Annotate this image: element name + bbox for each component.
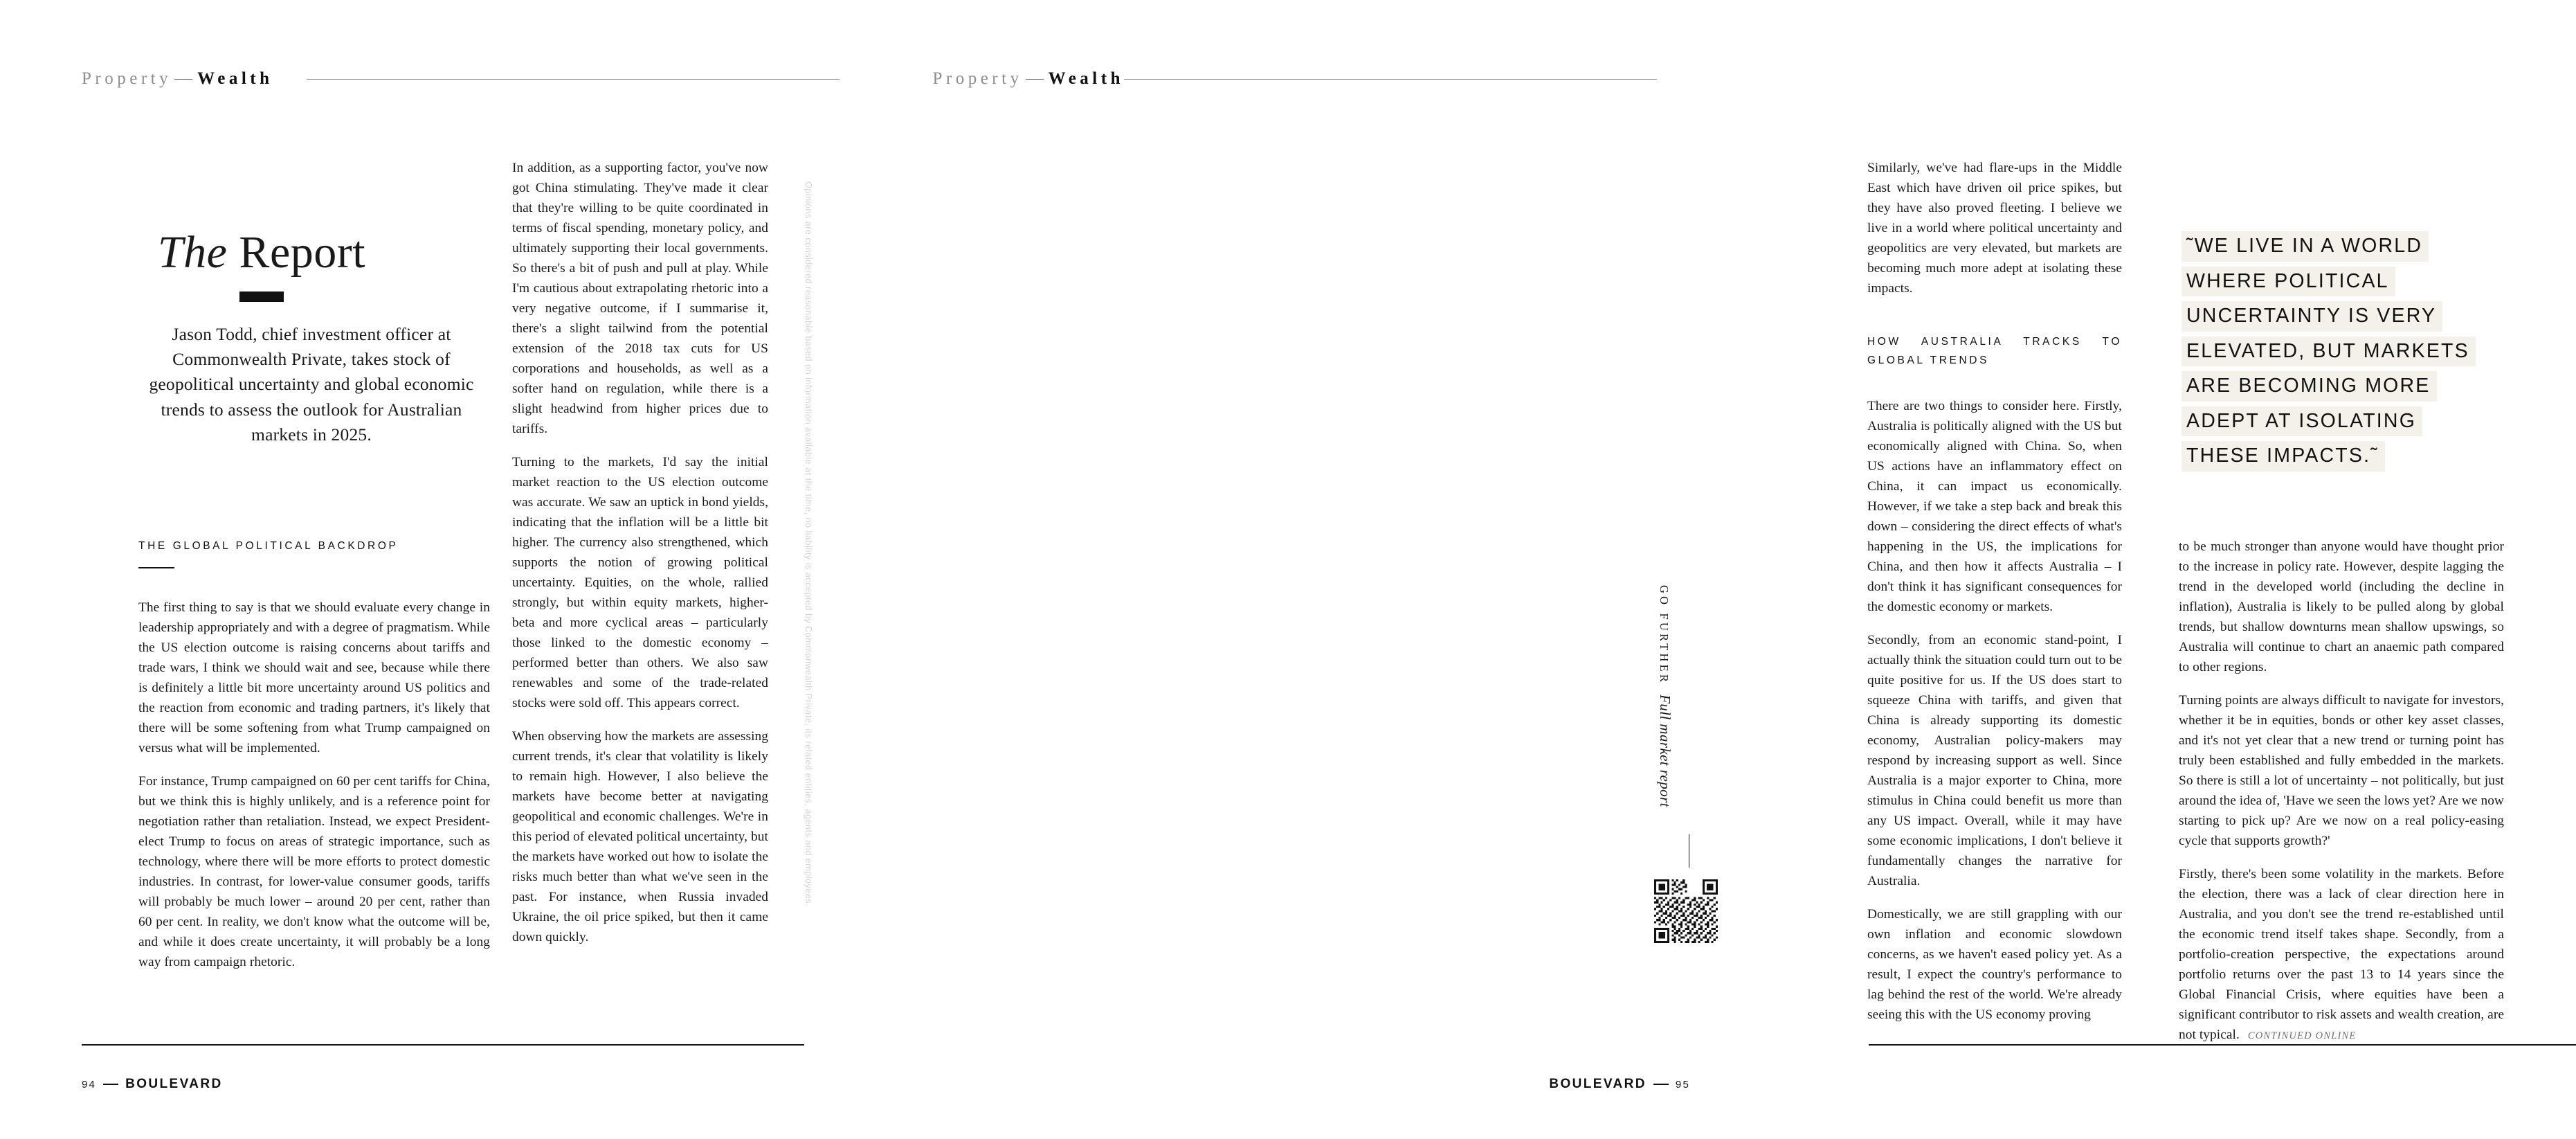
pull-quote-line: ADEPT AT ISOLATING bbox=[2182, 406, 2422, 437]
title-rule-mark bbox=[239, 292, 284, 302]
body-paragraph: Turning points are always difficult to navigate for investors, whether it be in equities, bonds or other key asset classes, and it's not yet clear that a new trend or turning point has truly been established and fully embedded in the markets. So there is still a lot of uncertainty – not politically, but just around the idea of, 'Have we seen the lows yet? Are we now starting to pick up? Are we now on a real policy-easing cycle that supports growth?' bbox=[2179, 693, 2504, 848]
right-page bbox=[886, 0, 2504, 1139]
pull-quote bbox=[2182, 231, 2486, 476]
pull-quote-line: THESE IMPACTS.˜ bbox=[2182, 441, 2385, 472]
running-head-word-property: Property bbox=[932, 69, 1023, 88]
go-further-subtitle: Full market report bbox=[1657, 694, 1674, 807]
running-head-rule bbox=[1124, 79, 1657, 80]
body-paragraph: The first thing to say is that we should evaluate every change in leadership appropriately and with a degree of pragmatism. While the US election outcome is raising concerns about tariffs and trade wars, I think we should wait and see, because while there is definitely a little bit more uncertainty around US politics and the reaction from economic and trading partners, it's likely that there will be some softening from what Trump campaigned on versus what will be implemented. bbox=[138, 600, 490, 755]
section-heading-rule bbox=[138, 567, 174, 568]
left-page bbox=[0, 0, 886, 1139]
pull-quote-line: UNCERTAINTY IS VERY bbox=[2182, 301, 2442, 332]
footer-brand-right: BOULEVARD bbox=[1549, 1077, 1647, 1091]
running-head-dash bbox=[1026, 79, 1044, 80]
legal-disclaimer: Opinions are considered reasonable based on information available at the time, no liability is accepted by Commonwealth Private, its related entities, agents and employees. bbox=[804, 181, 813, 907]
article-masthead bbox=[82, 228, 442, 302]
pull-quote-line: ELEVATED, BUT MARKETS bbox=[2182, 337, 2476, 367]
right-column-1 bbox=[1867, 158, 2122, 1025]
footer-right bbox=[1549, 1077, 1690, 1092]
article-deck: Jason Todd, chief investment officer at Commonwealth Private, takes stock of geopolitical uncertainty and global economic trends to assess the outlook for Australian markets in 2025. bbox=[149, 324, 474, 445]
continued-online-label: CONTINUED ONLINE bbox=[2247, 1030, 2357, 1041]
page-number-right: 95 bbox=[1675, 1078, 1690, 1091]
body-paragraph-final-text: Firstly, there's been some volatility in the markets. Before the election, there was a lack of clear direction here in Australia, and you don't see the trend re-established until the economic trend itself takes shape. Secondly, from a portfolio-creation perspective, the expectations around portfolio returns over the past 13 to 14 years since the Global Financial Crisis, where equities have been a significant contributor to risk assets and wealth creation, are not typical. bbox=[2179, 867, 2504, 1042]
section-heading-backdrop-label: THE GLOBAL POLITICAL BACKDROP bbox=[138, 540, 399, 552]
body-paragraph: Domestically, we are still grappling with our own inflation and economic slowdown concerns, as we haven't eased policy yet. As a result, I expect the country's performance to lag behind the rest of the world. We're already seeing this with the US economy proving bbox=[1867, 907, 2122, 1023]
go-further-label: GO FURTHER bbox=[1658, 585, 1671, 685]
body-paragraph: Turning to the markets, I'd say the initial market reaction to the US election outcome was accurate. We saw an uptick in bond yields, indicating that the inflation will be a little bit higher. The currency also strengthened, which supports the notion of growing political uncertainty. Equities, on the whole, rallied strongly, but within equity markets, higher-beta and more cyclical areas – particularly those linked to the domestic economy – performed better than others. We also saw renewables and some of the trade-related stocks were sold off. This appears correct. bbox=[512, 455, 768, 710]
footer-left bbox=[82, 1077, 223, 1092]
body-paragraph: Similarly, we've had flare-ups in the Middle East which have driven oil price spikes, but they have also proved fleeting. I believe we live in a world where political uncertainty and geopolitics are very elevated, but markets are becoming much more adept at isolating these impacts. bbox=[1867, 161, 2122, 296]
running-head-left bbox=[82, 69, 840, 89]
page-number-left: 94 bbox=[82, 1078, 97, 1091]
pull-quote-line: ARE BECOMING MORE bbox=[2182, 371, 2437, 402]
body-paragraph: When observing how the markets are assessing current trends, it's clear that volatility is likely to remain high. However, I also believe the markets have become better at navigating geopolitical and economic challenges. We're in this period of elevated political uncertainty, but the markets have worked out how to isolate the risks much better than what we've seen in the past. For instance, when Russia invaded Ukraine, the oil price spiked, but then it came down quickly. bbox=[512, 729, 768, 944]
running-head-dash bbox=[174, 79, 192, 80]
body-paragraph: Secondly, from an economic stand-point, I actually think the situation could turn out to be quite positive for us. If the US does start to squeeze China with tariffs, and given that China is already supporting its domestic economy, Australian policy-makers may respond by increasing support as well. Since Australia is a major exporter to China, more stimulus in China could benefit us more than any US impact. Overall, while it may have some economic implications, I don't believe it fundamentally changes the narrative for Australia. bbox=[1867, 633, 2122, 889]
running-head-rule bbox=[307, 79, 840, 80]
body-paragraph: In addition, as a supporting factor, you've now got China stimulating. They've made it clear that they're willing to be quite coordinated in terms of fiscal spending, monetary policy, and ultimately supporting their local governments. So there's a bit of push and pull at play. While I'm cautious about extrapolating rhetoric into a very negative outcome, if I summarise it, there's a slight tailwind from the potential extension of the 2018 tax cuts for US corporations and households, as well as a softer hand on regulation, while there is a slight headwind from higher prices due to tariffs. bbox=[512, 161, 768, 436]
footer-rule-right bbox=[1869, 1044, 2576, 1046]
pull-quote-line: WHERE POLITICAL bbox=[2182, 267, 2395, 297]
body-paragraph-final bbox=[2179, 864, 2504, 1045]
page-title-roman: Report bbox=[239, 227, 366, 278]
body-paragraph: to be much stronger than anyone would have thought prior to the increase in policy rate. However, despite lagging the trend in the developed world (including the decline in inflation), Australia is likely to be pulled along by global trends, but shallow downturns mean shallow upswings, so Australia will continue to chart an anaemic path compared to other regions. bbox=[2179, 539, 2504, 674]
right-column-2 bbox=[2179, 537, 2504, 1045]
running-head-right bbox=[932, 69, 1690, 89]
left-column-1 bbox=[138, 537, 490, 972]
left-column-2 bbox=[512, 158, 768, 947]
running-head-word-wealth: Wealth bbox=[1048, 69, 1124, 88]
body-paragraph: For instance, Trump campaigned on 60 per cent tariffs for China, but we think this is highly unlikely, and is a reference point for negotiation rather than retaliation. Instead, we expect President-elect Trump to focus on areas of strategic importance, such as technology, where there will be more efforts to protect domestic industries. In contrast, for lower-value consumer goods, tariffs will probably be much lower – around 20 per cent, rather than 60 per cent. In reality, we don't know what the outcome will be, and while it does create uncertainty, it will probably be a long way from campaign rhetoric. bbox=[138, 773, 490, 969]
footer-rule-left bbox=[82, 1044, 804, 1046]
running-head-word-wealth: Wealth bbox=[197, 69, 273, 88]
footer-dash bbox=[1653, 1084, 1669, 1085]
running-head-words bbox=[932, 69, 1124, 89]
section-heading-australia-label: HOW AUSTRALIA TRACKS TO GLOBAL TRENDS bbox=[1867, 336, 2122, 367]
section-heading-backdrop bbox=[138, 537, 490, 568]
go-further-rail bbox=[1656, 585, 1674, 807]
page-title bbox=[82, 228, 442, 276]
pull-quote-line: ˜WE LIVE IN A WORLD bbox=[2182, 231, 2429, 262]
footer-dash bbox=[103, 1084, 118, 1085]
running-head-word-property: Property bbox=[82, 69, 172, 88]
qr-code-icon[interactable] bbox=[1654, 879, 1718, 943]
section-spacer bbox=[1867, 312, 2122, 332]
footer-brand-left: BOULEVARD bbox=[125, 1077, 223, 1091]
body-paragraph: There are two things to consider here. Firstly, Australia is politically aligned with the US but economically aligned with China. So, when US actions have an inflammatory effect on China, it can impact us economically. However, if we take a step back and break this down – considering the direct effects of what's happening in the US, the implications for China, and then how it affects Australia – I don't think it has significant consequences for the domestic economy or markets. bbox=[1867, 399, 2122, 615]
page-title-italic: The bbox=[157, 227, 228, 278]
